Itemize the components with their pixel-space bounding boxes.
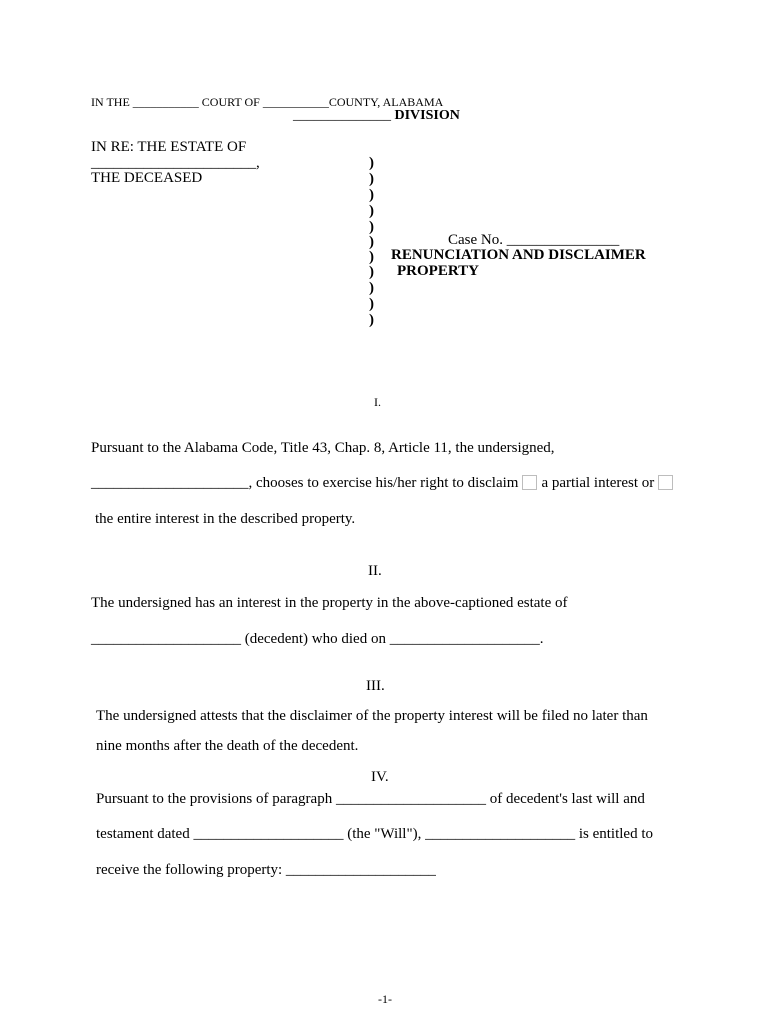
caption-paren: ) xyxy=(369,312,374,328)
caption-paren: ) xyxy=(369,187,374,203)
caption-paren: ) xyxy=(369,219,374,235)
page-number: -1- xyxy=(378,992,392,1006)
caption-paren: ) xyxy=(369,171,374,187)
section-ii-line2: ____________________ (decedent) who died on ____________________. xyxy=(91,631,544,647)
partial-interest-checkbox[interactable] xyxy=(522,475,537,490)
section-heading-ii: II. xyxy=(368,563,382,579)
section-i-line2-text: _____________________, chooses to exercise his/her right to disclaim xyxy=(91,475,519,491)
caption-paren: ) xyxy=(369,296,374,312)
caption-paren: ) xyxy=(369,264,374,280)
court-line: IN THE ___________ COURT OF ___________COUNTY, ALABAMA xyxy=(91,95,444,109)
decedent-name-blank: ______________________, xyxy=(91,155,260,171)
caption-paren: ) xyxy=(369,234,374,250)
the-deceased-line: THE DECEASED xyxy=(91,170,203,186)
section-iv-line2: testament dated ____________________ (the "Will"), ____________________ is entitled to xyxy=(96,826,653,842)
caption-paren: ) xyxy=(369,249,374,265)
document-title-line2: PROPERTY xyxy=(397,263,479,279)
section-iii-line2: nine months after the death of the decedent. xyxy=(96,738,359,754)
section-ii-line1: The undersigned has an interest in the property in the above-captioned estate of xyxy=(91,595,568,611)
section-iv-line1: Pursuant to the provisions of paragraph ____________________ of decedent's last will and xyxy=(96,791,645,807)
division-blank: ______________ xyxy=(293,108,395,123)
caption-paren: ) xyxy=(369,280,374,296)
entire-interest-checkbox[interactable] xyxy=(658,475,673,490)
section-heading-iii: III. xyxy=(366,678,385,694)
section-i-line1: Pursuant to the Alabama Code, Title 43, Chap. 8, Article 11, the undersigned, xyxy=(91,440,555,456)
case-number: Case No. _______________ xyxy=(448,232,620,248)
section-heading-i: I. xyxy=(374,395,381,409)
in-re-line: IN RE: THE ESTATE OF xyxy=(91,139,247,155)
partial-interest-label: a partial interest or xyxy=(541,475,655,491)
caption-paren: ) xyxy=(369,155,374,171)
division-label: DIVISION xyxy=(394,108,460,123)
section-iv-line3: receive the following property: ____________________ xyxy=(96,862,436,878)
section-i-line2 xyxy=(91,475,677,491)
document-title-line1: RENUNCIATION AND DISCLAIMER xyxy=(391,247,646,263)
section-heading-iv: IV. xyxy=(371,769,389,785)
division-line xyxy=(293,109,460,123)
section-i-line3: the entire interest in the described property. xyxy=(95,511,356,527)
caption-paren: ) xyxy=(369,203,374,219)
section-iii-line1: The undersigned attests that the disclaimer of the property interest will be filed no later than xyxy=(96,708,648,724)
